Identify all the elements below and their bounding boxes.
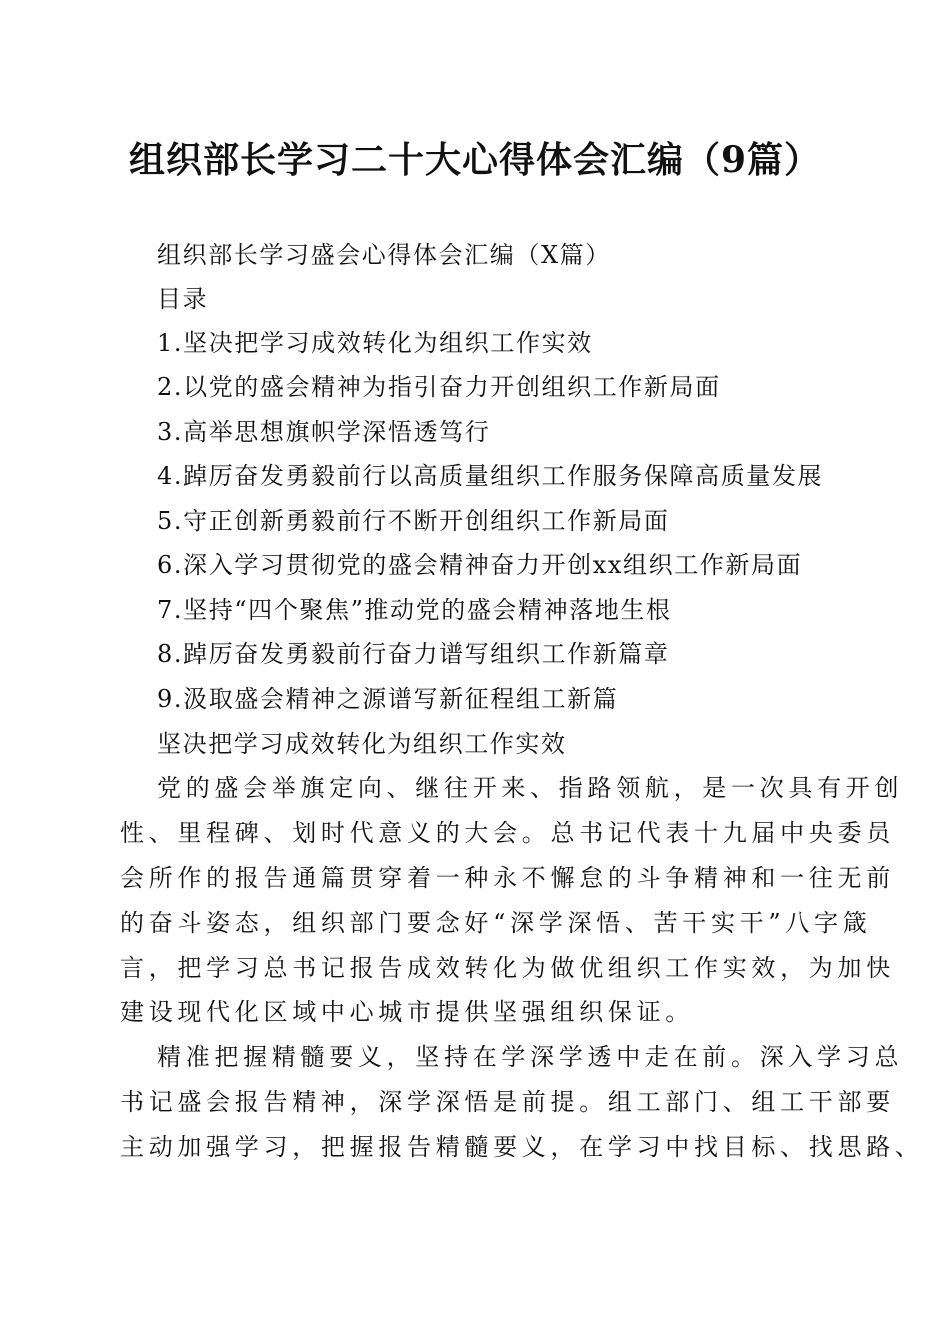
paragraph-line: 会所作的报告通篇贯穿着一种永不懈怠的斗争精神和一往无前 (120, 864, 895, 892)
toc-item: 2.以党的盛会精神为指引奋力开创组织工作新局面 (157, 373, 721, 401)
paragraph-line: 书记盛会报告精神，深学深悟是前提。组工部门、组工干部要 (120, 1088, 895, 1116)
document-subtitle: 组织部长学习盛会心得体会汇编（X篇） (157, 241, 611, 269)
paragraph-line: 言，把学习总书记报告成效转化为做优组织工作实效，为加快 (120, 954, 895, 982)
section-heading: 坚决把学习成效转化为组织工作实效 (157, 730, 567, 758)
toc-item: 8.踔厉奋发勇毅前行奋力谱写组织工作新篇章 (157, 640, 670, 668)
toc-item: 3.高举思想旗帜学深悟透笃行 (157, 418, 491, 446)
paragraph-line: 精准把握精髓要义，坚持在学深学透中走在前。深入学习总 (157, 1043, 904, 1071)
paragraph-line: 性、里程碑、划时代意义的大会。总书记代表十九届中央委员 (120, 819, 895, 847)
toc-item: 1.坚决把学习成效转化为组织工作实效 (157, 329, 593, 357)
toc-item: 7.坚持“四个聚焦”推动党的盛会精神落地生根 (157, 596, 672, 624)
paragraph-line: 建设现代化区域中心城市提供坚强组织保证。 (120, 998, 694, 1026)
paragraph-line: 党的盛会举旗定向、继往开来、指路领航，是一次具有开创 (157, 774, 904, 802)
toc-item: 6.深入学习贯彻党的盛会精神奋力开创xx组织工作新局面 (157, 551, 803, 579)
toc-item: 4.踔厉奋发勇毅前行以高质量组织工作服务保障高质量发展 (157, 462, 824, 490)
toc-item: 9.汲取盛会精神之源谱写新征程组工新篇 (157, 685, 619, 713)
paragraph-line: 主动加强学习，把握报告精髓要义，在学习中找目标、找思路、 (120, 1133, 924, 1161)
toc-heading: 目录 (157, 285, 209, 313)
toc-item: 5.守正创新勇毅前行不断开创组织工作新局面 (157, 507, 670, 535)
paragraph-line: 的奋斗姿态，组织部门要念好“深学深悟、苦干实干”八字箴 (120, 909, 872, 937)
document-title: 组织部长学习二十大心得体会汇编（9篇） (128, 139, 822, 181)
